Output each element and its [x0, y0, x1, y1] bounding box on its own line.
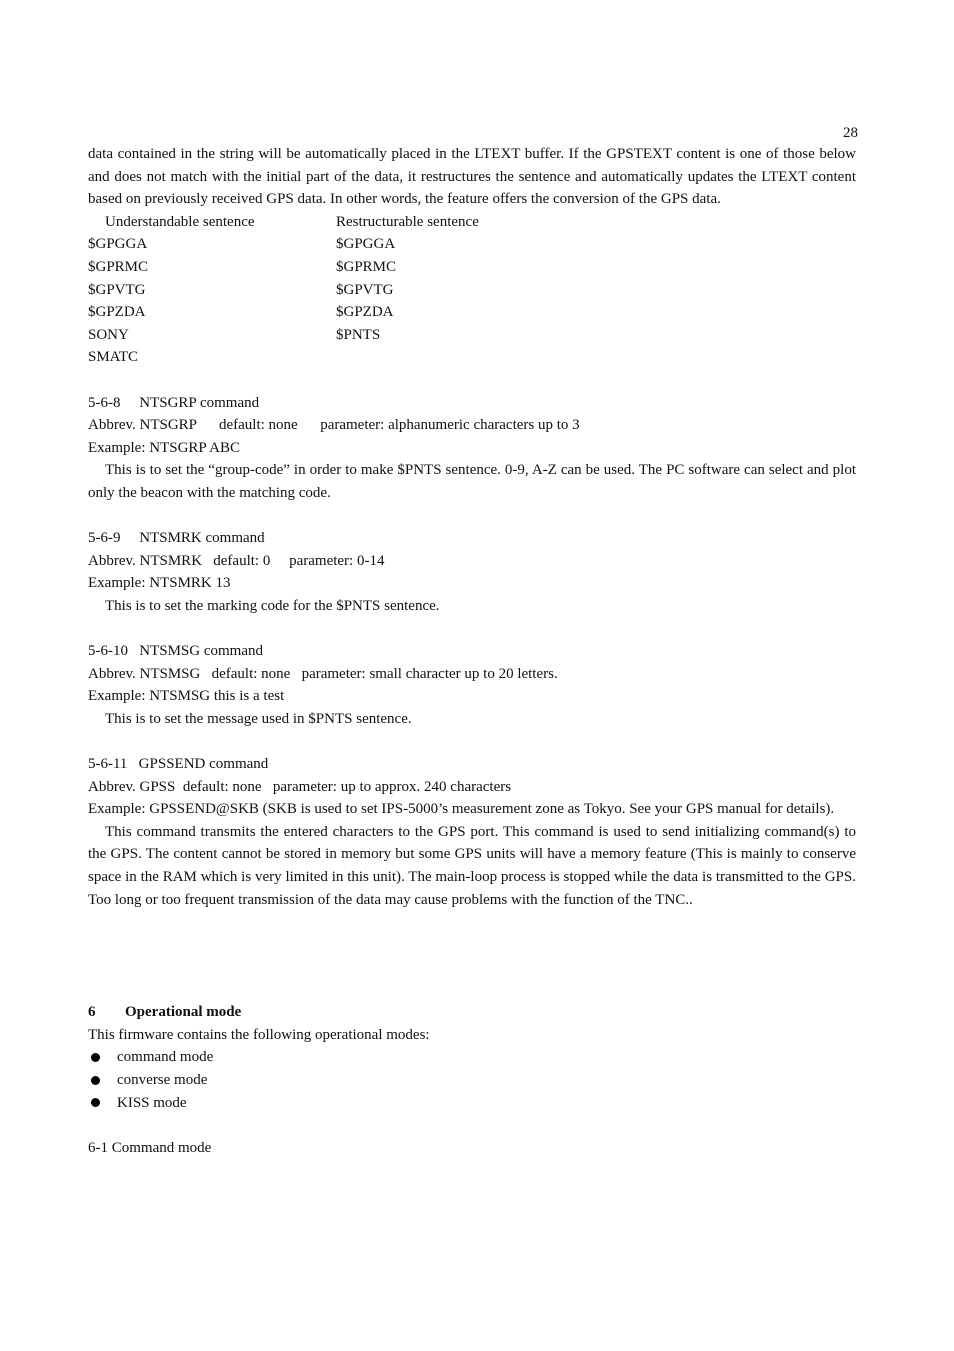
sentence-table-header: [88, 211, 856, 234]
understandable-cell: SONY: [88, 326, 129, 343]
understandable-cell: $GPZDA: [88, 304, 146, 321]
section-example: Example: NTSMSG this is a test: [88, 688, 285, 705]
page-number: 28: [843, 125, 858, 141]
understandable-cell: SMATC: [88, 349, 139, 366]
section-heading: 5-6-9 NTSMRK command: [88, 530, 265, 547]
section-abbrev: Abbrev. NTSMSG default: none parameter: small character up to 20 letters.: [88, 665, 558, 682]
list-item: [88, 1092, 856, 1115]
restructurable-cell: $GPVTG: [336, 281, 394, 298]
chapter-title: Operational mode: [125, 1004, 242, 1021]
section-example: Example: NTSMRK 13: [88, 575, 231, 592]
mode-label: converse mode: [117, 1071, 208, 1088]
list-item: [88, 1069, 856, 1092]
section-heading: 5-6-8 NTSGRP command: [88, 394, 260, 411]
intro-paragraph: data contained in the string will be automatically placed in the LTEXT buffer. If the GPSTEXT content is one of those below and does not match with the initial part of the data, it restructures the sentence and automatically updates the LTEXT content based on previously received GPS data. In other words, the feature offers the conversion of the GPS data.: [88, 146, 856, 208]
table-row: [88, 346, 856, 369]
mode-label: KISS mode: [117, 1094, 187, 1111]
mode-label: command mode: [117, 1049, 214, 1066]
bullet-icon: [91, 1053, 100, 1062]
section-ntsmrk: [88, 527, 856, 617]
section-ntsgrp: [88, 392, 856, 505]
section-description: This is to set the “group-code” in order to make $PNTS sentence. 0-9, A-Z can be used. The PC software can select and plot only the beacon with the matching code.: [88, 462, 856, 501]
list-item: [88, 1046, 856, 1069]
header-restructurable: Restructurable sentence: [336, 213, 479, 230]
section-description: This command transmits the entered characters to the GPS port. This command is used to send initializing command(s) to the GPS. The content cannot be stored in memory but some GPS units will have a memory feature (This is mainly to conserve space in the RAM which is very limited in this unit). The main-loop process is stopped while the data is transmitted to the GPS. Too long or too frequent transmission of the data may cause problems with the function of the TNC..: [88, 823, 856, 908]
subsection-heading: 6-1 Command mode: [88, 1139, 212, 1156]
understandable-cell: $GPRMC: [88, 258, 149, 275]
restructurable-cell: $GPGGA: [336, 236, 396, 253]
section-abbrev: Abbrev. NTSMRK default: 0 parameter: 0-14: [88, 552, 385, 569]
table-row: [88, 256, 856, 279]
section-heading: 5-6-10 NTSMSG command: [88, 643, 263, 660]
chapter-number: 6: [88, 1004, 96, 1021]
sentence-table: [88, 211, 856, 369]
table-row: [88, 301, 856, 324]
table-row: [88, 279, 856, 302]
chapter-heading: [88, 1001, 856, 1024]
understandable-cell: $GPGGA: [88, 236, 148, 253]
chapter-operational-mode: [88, 1001, 856, 1159]
bullet-icon: [91, 1098, 100, 1107]
section-heading: 5-6-11 GPSSEND command: [88, 756, 269, 773]
table-row: [88, 233, 856, 256]
understandable-cell: $GPVTG: [88, 281, 146, 298]
chapter-intro: This firmware contains the following operational modes:: [88, 1026, 430, 1043]
section-example: Example: GPSSEND@SKB (SKB is used to set IPS-5000’s measurement zone as Tokyo. See your GPS manual for details).: [88, 801, 835, 818]
section-abbrev: Abbrev. GPSS default: none parameter: up to approx. 240 characters: [88, 778, 512, 795]
section-example: Example: NTSGRP ABC: [88, 439, 240, 456]
section-description: This is to set the message used in $PNTS sentence.: [105, 710, 412, 727]
section-abbrev: Abbrev. NTSGRP default: none parameter: alphanumeric characters up to 3: [88, 417, 580, 434]
table-row: [88, 324, 856, 347]
header-understandable: Understandable sentence: [105, 213, 255, 230]
document-body: [88, 143, 856, 1159]
mode-list: [88, 1046, 856, 1114]
restructurable-cell: $GPZDA: [336, 304, 394, 321]
section-gpssend: [88, 753, 856, 911]
bullet-icon: [91, 1076, 100, 1085]
restructurable-cell: $PNTS: [336, 326, 381, 343]
section-description: This is to set the marking code for the $PNTS sentence.: [105, 597, 440, 614]
restructurable-cell: $GPRMC: [336, 258, 397, 275]
section-ntsmsg: [88, 640, 856, 730]
